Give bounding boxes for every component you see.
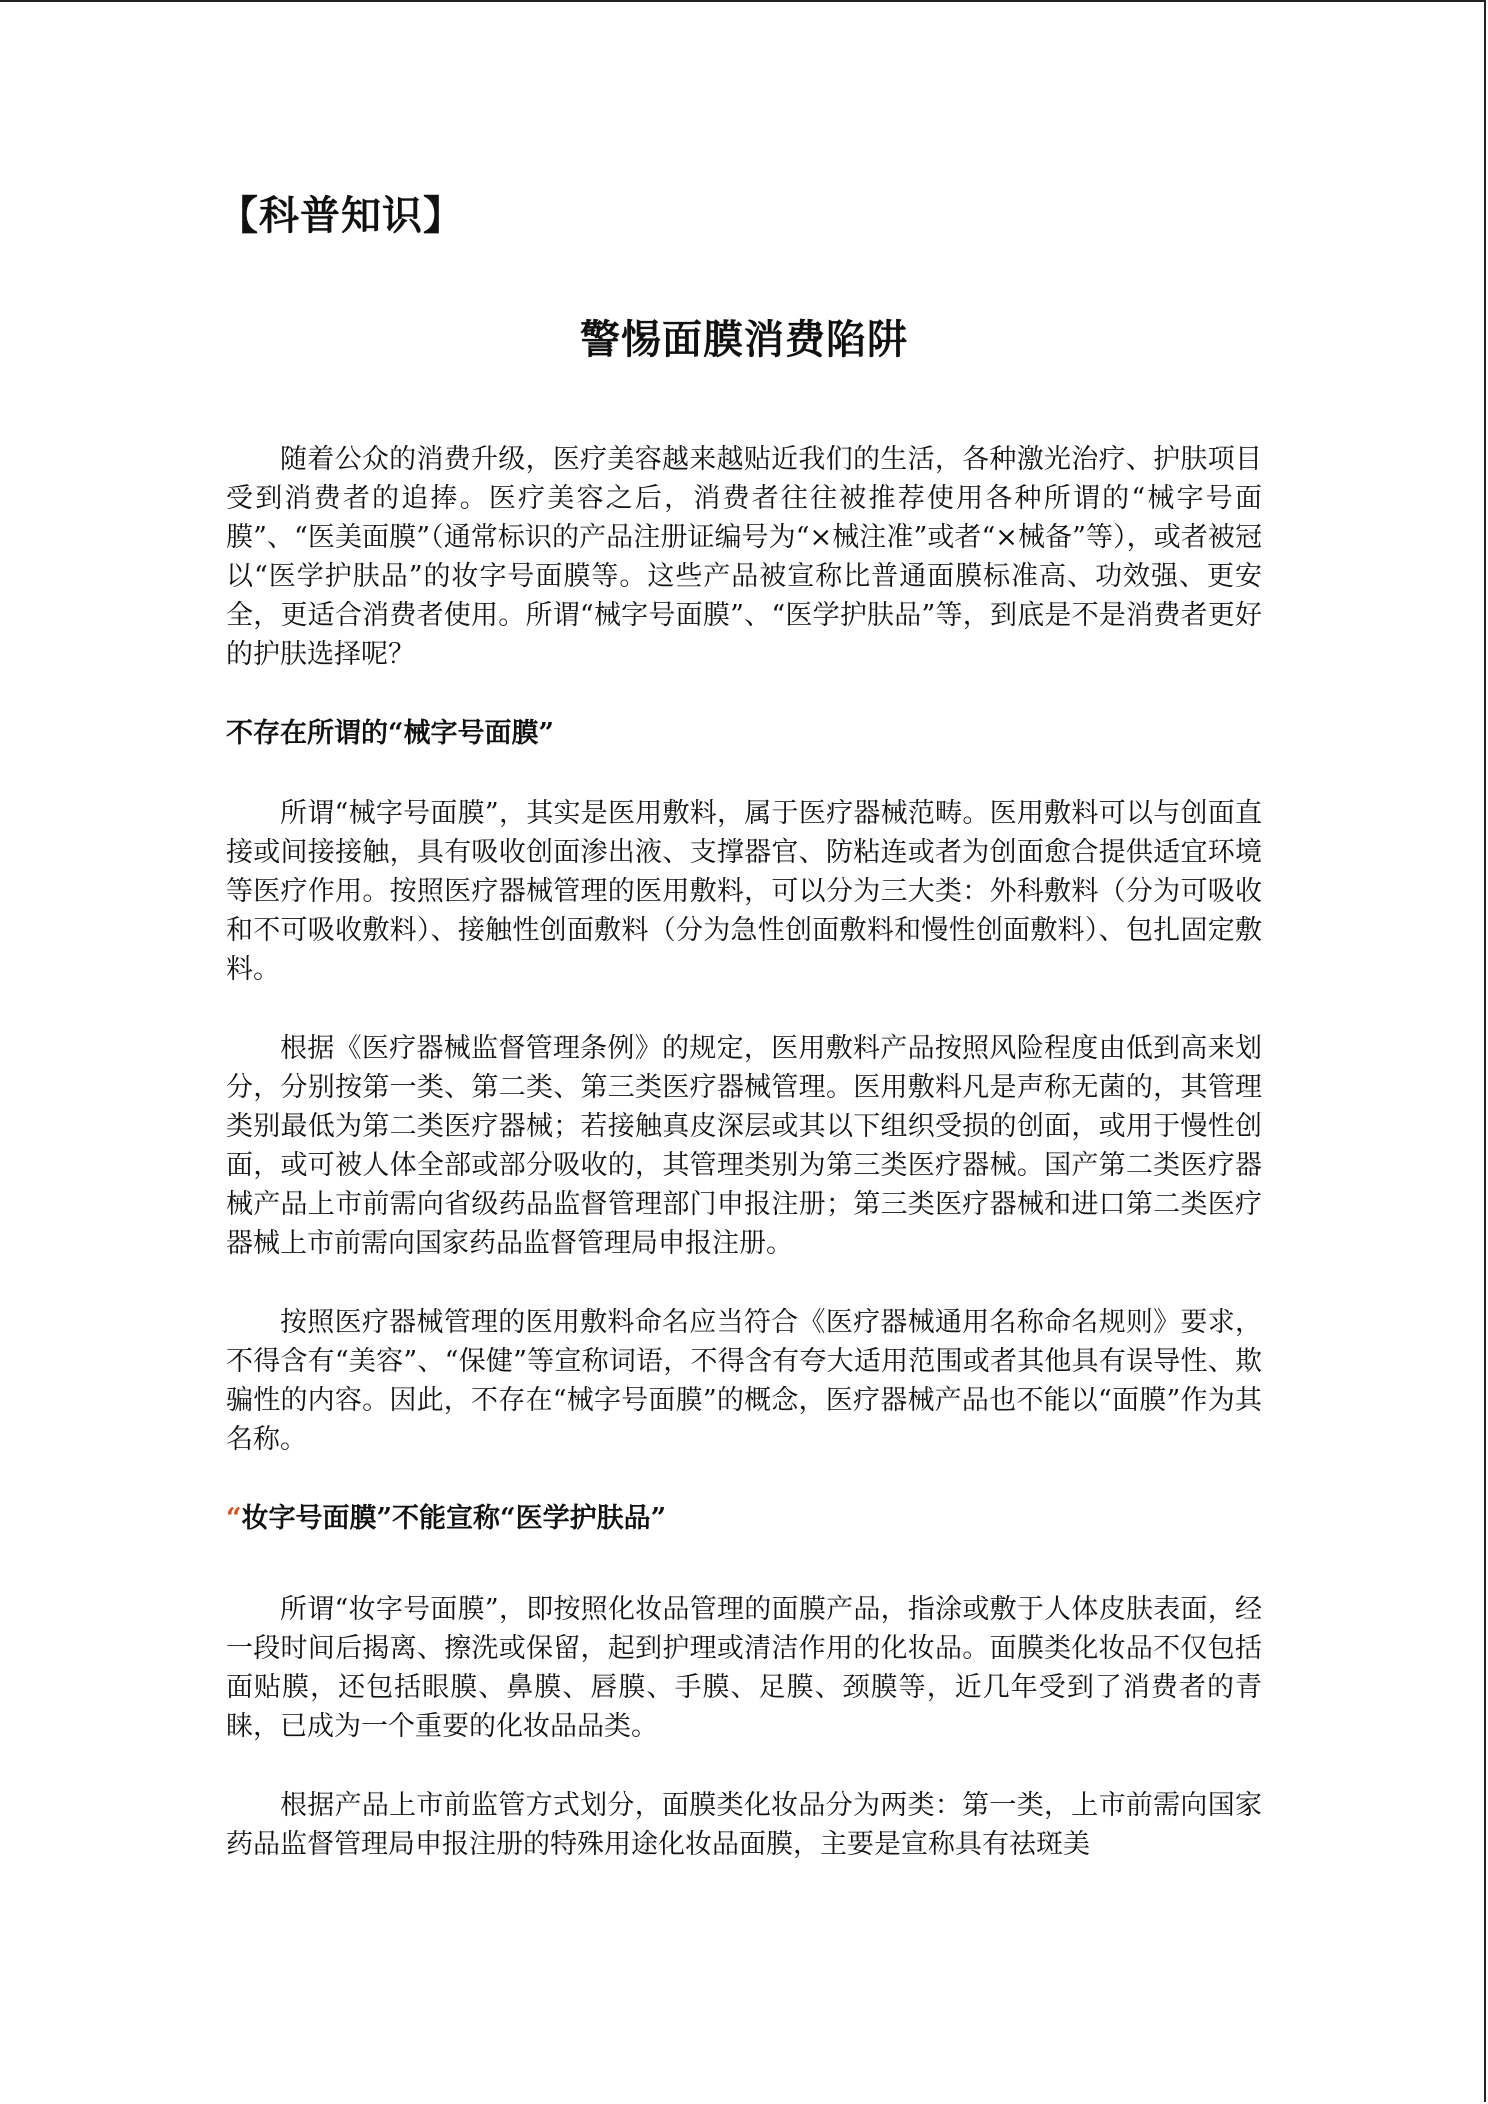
document-body: [218, 188, 1262, 1904]
section1-paragraph-1: 所谓“械字号面膜”，其实是医用敷料，属于医疗器械范畴。医用敷料可以与创面直接或间接接触，具有吸收创面渗出液、支撑器官、防粘连或者为创面愈合提供适宜环境等医疗作用。按照医疗器械管理的医用敷料，可以分为三大类：外科敷料（分为可吸收和不可吸收敷料）、接触性创面敷料（分为急性创面敷料和慢性创面敷料）、包扎固定敷料。: [226, 798, 1262, 985]
section1-heading: 不存在所谓的“械字号面膜”: [226, 718, 555, 749]
section1-paragraph-3: 按照医疗器械管理的医用敷料命名应当符合《医疗器械通用名称命名规则》要求，不得含有“美容”、“保健”等宣称词语，不得含有夸大适用范围或者其他具有误导性、欺骗性的内容。因此，不存在“械字号面膜”的概念，医疗器械产品也不能以“面膜”作为其名称。: [226, 1307, 1262, 1455]
category-label: 【科普知识】: [218, 193, 464, 239]
section1-paragraph-2: 根据《医疗器械监督管理条例》的规定，医用敷料产品按照风险程度由低到高来划分，分别按第一类、第二类、第三类医疗器械管理。医用敷料凡是声称无菌的，其管理类别最低为第二类医疗器械；若接触真皮深层或其以下组织受损的创面，或用于慢性创面，或可被人体全部或部分吸收的，其管理类别为第三类医疗器械。国产第二类医疗器械产品上市前需向省级药品监督管理部门申报注册；第三类医疗器械和进口第二类医疗器械上市前需向国家药品监督管理局申报注册。: [226, 1033, 1262, 1259]
section2-heading-open-quote: “: [226, 1503, 242, 1534]
section2-heading-text: 妆字号面膜”不能宣称“医学护肤品”: [241, 1503, 667, 1534]
section2-paragraph-2: 根据产品上市前监管方式划分，面膜类化妆品分为两类：第一类，上市前需向国家药品监督管理局申报注册的特殊用途化妆品面膜，主要是宣称具有祛斑美: [226, 1790, 1262, 1860]
section2-heading: [226, 1499, 1262, 1538]
section2-paragraph-1: 所谓“妆字号面膜”，即按照化妆品管理的面膜产品，指涂或敷于人体皮肤表面，经一段时间后揭离、擦洗或保留，起到护理或清洁作用的化妆品。面膜类化妆品不仅包括面贴膜，还包括眼膜、鼻膜、唇膜、手膜、足膜、颈膜等，近几年受到了消费者的青睐，已成为一个重要的化妆品品类。: [226, 1594, 1262, 1742]
page-title: 警惕面膜消费陷阱: [580, 317, 908, 363]
intro-paragraph: 随着公众的消费升级，医疗美容越来越贴近我们的生活，各种激光治疗、护肤项目受到消费者的追捧。医疗美容之后，消费者往往被推荐使用各种所谓的“械字号面膜”、“医美面膜”（通常标识的产品注册证编号为“×械注准”或者“×械备”等），或者被冠以“医学护肤品”的妆字号面膜等。这些产品被宣称比普通面膜标准高、功效强、更安全，更适合消费者使用。所谓“械字号面膜”、“医学护肤品”等，到底是不是消费者更好的护肤选择呢？: [226, 444, 1262, 670]
